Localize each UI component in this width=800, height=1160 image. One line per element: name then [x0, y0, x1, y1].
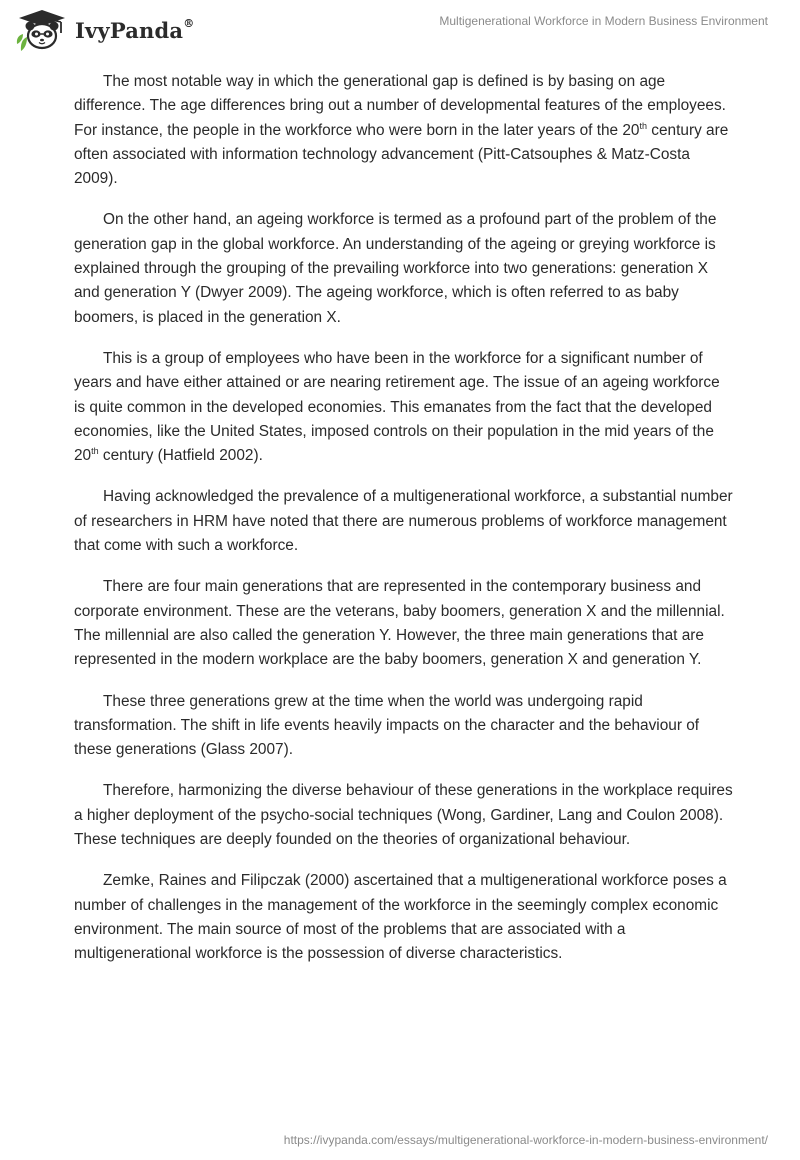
page-header	[0, 0, 800, 62]
paragraph-8: Zemke, Raines and Filipczak (2000) ascertained that a multigenerational workforce poses a number of challenges in the management of the workforce in the seemingly complex economic environment. The main source of most of the problems that are associated with a multigenerational workforce is the possession of diverse characteristics.	[74, 872, 727, 963]
brand-logo-link[interactable]	[14, 7, 194, 51]
superscript-th: th	[639, 120, 648, 131]
paragraph-2: On the other hand, an ageing workforce is termed as a profound part of the problem of the generation gap in the global workforce. An understanding of the ageing or greying workforce is explained through the grouping of the prevailing workforce into two generations: generation X and generation Y (Dwyer 2009). The ageing workforce, which is often referred to as baby boomers, is placed in the generation X.	[74, 211, 717, 326]
panda-logo-icon	[14, 7, 70, 51]
paragraph-3: This is a group of employees who have been in the workforce for a significant number of years and have either attained or are nearing retirement age. The issue of an ageing workforce is quite common in the developed economies. This emanates from the fact that the developed economies, like the United States, imposed controls on their population in the mid years of the 20th century (Hatfield 2002).	[74, 349, 720, 465]
document-title: Multigenerational Workforce in Modern Business Environment	[439, 14, 768, 28]
registered-mark: ®	[183, 16, 195, 30]
source-url-link[interactable]: https://ivypanda.com/essays/multigenerational-workforce-in-modern-business-environment/	[283, 1133, 768, 1147]
paragraph-7: Therefore, harmonizing the diverse behaviour of these generations in the workplace requires a higher deployment of the psycho-social techniques (Wong, Gardiner, Lang and Coulon 2008). These techniques are deeply founded on the theories of organizational behaviour.	[74, 782, 733, 849]
paragraph-1: The most notable way in which the generational gap is defined is by basing on age difference. The age differences bring out a number of developmental features of the employees. For instance, the people in the workforce who were born in the later years of the 20th century are often associated with information technology advancement (Pitt-Catsouphes & Matz-Costa 2009).	[74, 73, 729, 188]
essay-body	[74, 70, 734, 984]
paragraph-6: These three generations grew at the time when the world was undergoing rapid transformation. The shift in life events heavily impacts on the character and the behaviour of these generations (Glass 2007).	[74, 692, 700, 759]
paragraph-4: Having acknowledged the prevalence of a multigenerational workforce, a substantial number of researchers in HRM have noted that there are numerous problems of workforce management that come with such a workforce.	[74, 488, 733, 555]
superscript-th: th	[91, 446, 99, 457]
paragraph-5: There are four main generations that are represented in the contemporary business and corporate environment. These are the veterans, baby boomers, generation X and the millennial. The millennial are also called the generation Y. However, the three main generations that are represented in the modern workplace are the baby boomers, generation X and generation Y.	[74, 578, 725, 669]
brand-name: IvyPanda®	[75, 16, 195, 43]
